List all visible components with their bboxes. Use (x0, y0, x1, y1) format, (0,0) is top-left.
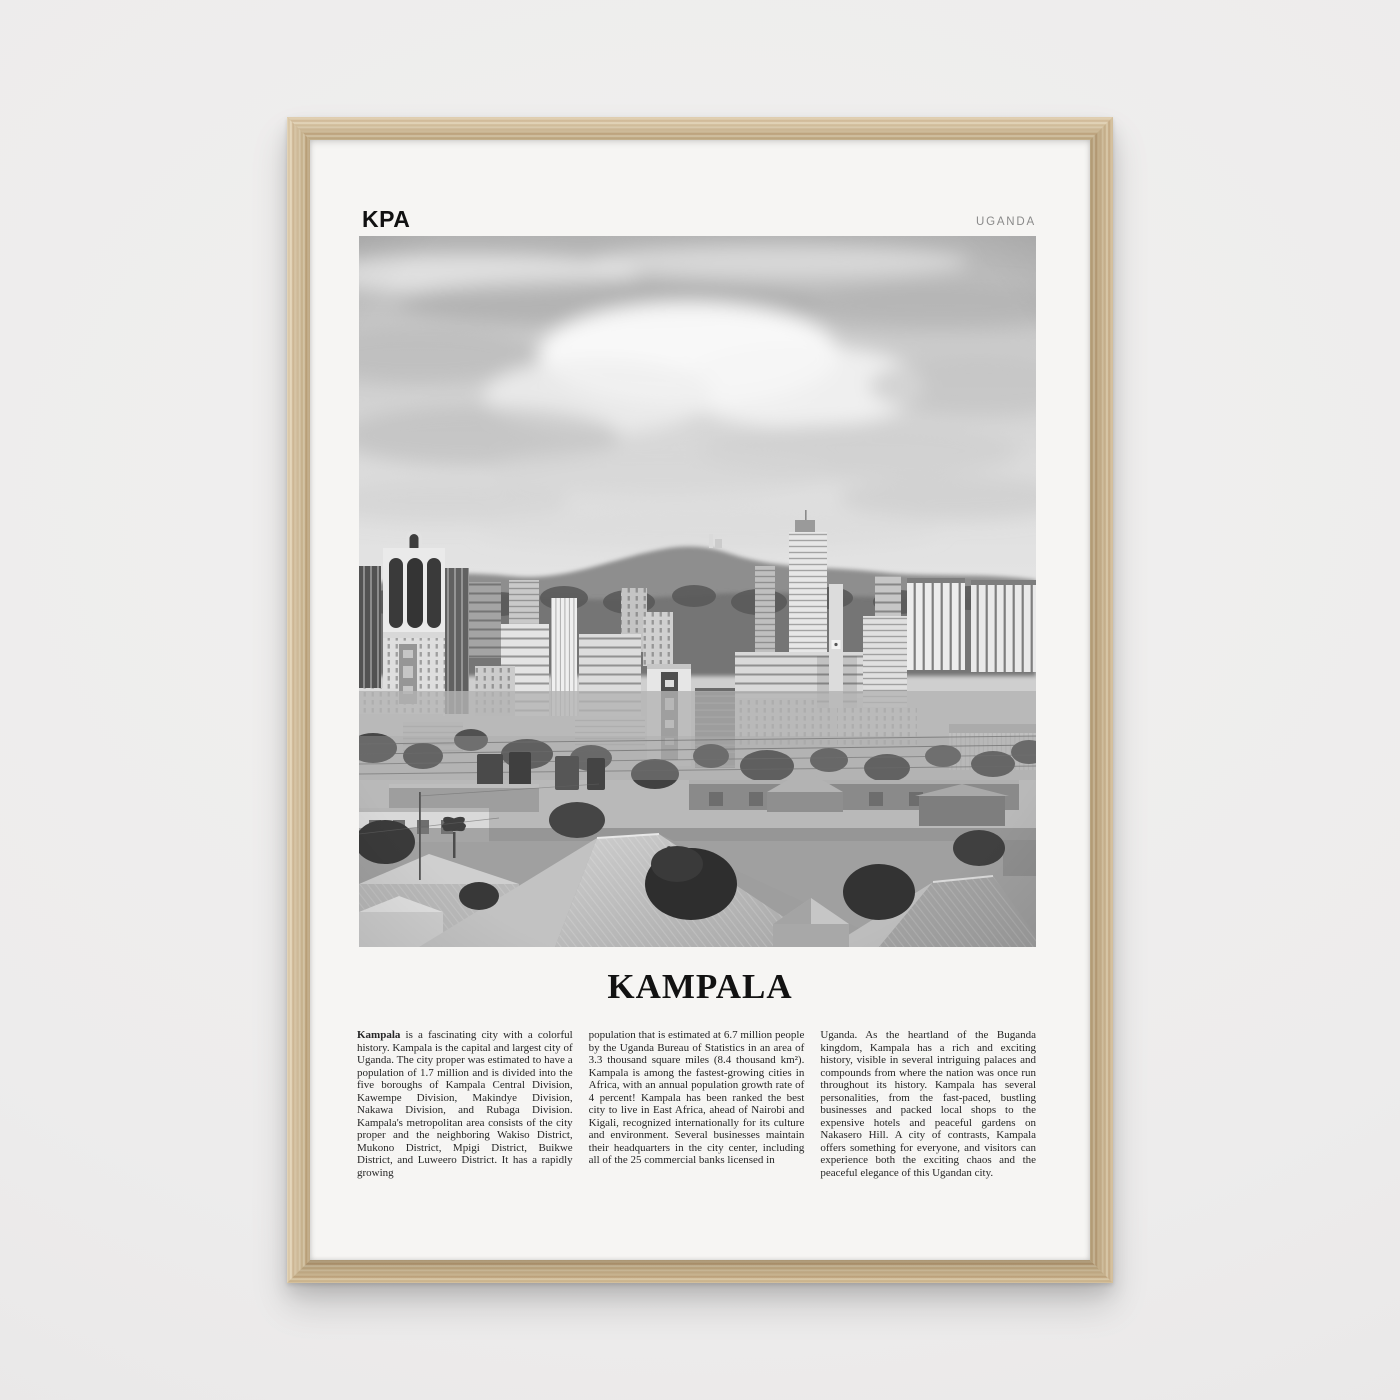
frame-edge-left (287, 117, 310, 1283)
article-lead-word: Kampala (357, 1029, 401, 1041)
wooden-picture-frame (287, 117, 1113, 1283)
article-column-1-text: is a fascinating city with a colorful history. Kampala is the capital and largest city of Uganda. The city proper was estimated to have a population of 1.7 million and is divided into the five boroughs of Kampala Central Division, Kawempe Division, Makindye Division, Nakawa Division, and Rubaga Division. Kampala's metropolitan area consists of the city proper and the neighboring Wakiso District, Mukono District, Mpigi District, Buikwe District, and Luweero District. It has a rapidly growing (357, 1029, 573, 1179)
frame-edge-bottom (287, 1260, 1113, 1283)
article-column-1 (357, 1029, 573, 1179)
poster-country-label: UGANDA (975, 216, 1036, 228)
article-column-2: population that is estimated at 6.7 million people by the Uganda Bureau of Statistics in an area of 3.3 thousand square miles (8.4 thousand km²). Kampala is among the fastest-growing cities in Africa, with an annual population growth rate of 4 percent! Kampala has been ranked the best city to live in East Africa, ahead of Nairobi and Kigali, recognized internationally for its culture and environment. Several businesses maintain their headquarters in the city center, including all of the 25 commercial banks licensed in (588, 1029, 805, 1166)
article-column-3: Uganda. As the heartland of the Buganda kingdom, Kampala has a rich and exciting history, visible in several intriguing palaces and compounds from where the nation was once run throughout its history. Kampala has several personalities, from the fast-paced, bustling businesses and packed local shops to the expensive hotels and peaceful gardens on Nakasero Hill. A city of contrasts, Kampala offers something for everyone, and visitors can experience both the exciting chaos and the peaceful elegance of this Ugandan city. (820, 1029, 1037, 1179)
poster-title: KAMPALA (607, 967, 793, 1006)
kampala-cityscape-photo (359, 236, 1036, 947)
article-text (357, 1029, 1036, 1179)
frame-edge-right (1090, 117, 1113, 1283)
poster-sheet (310, 140, 1090, 1260)
frame-edge-top (287, 117, 1113, 140)
cityscape-illustration (359, 236, 1036, 947)
photo-vignette (359, 236, 1036, 947)
poster-brand-abbreviation: KPA (362, 206, 411, 232)
